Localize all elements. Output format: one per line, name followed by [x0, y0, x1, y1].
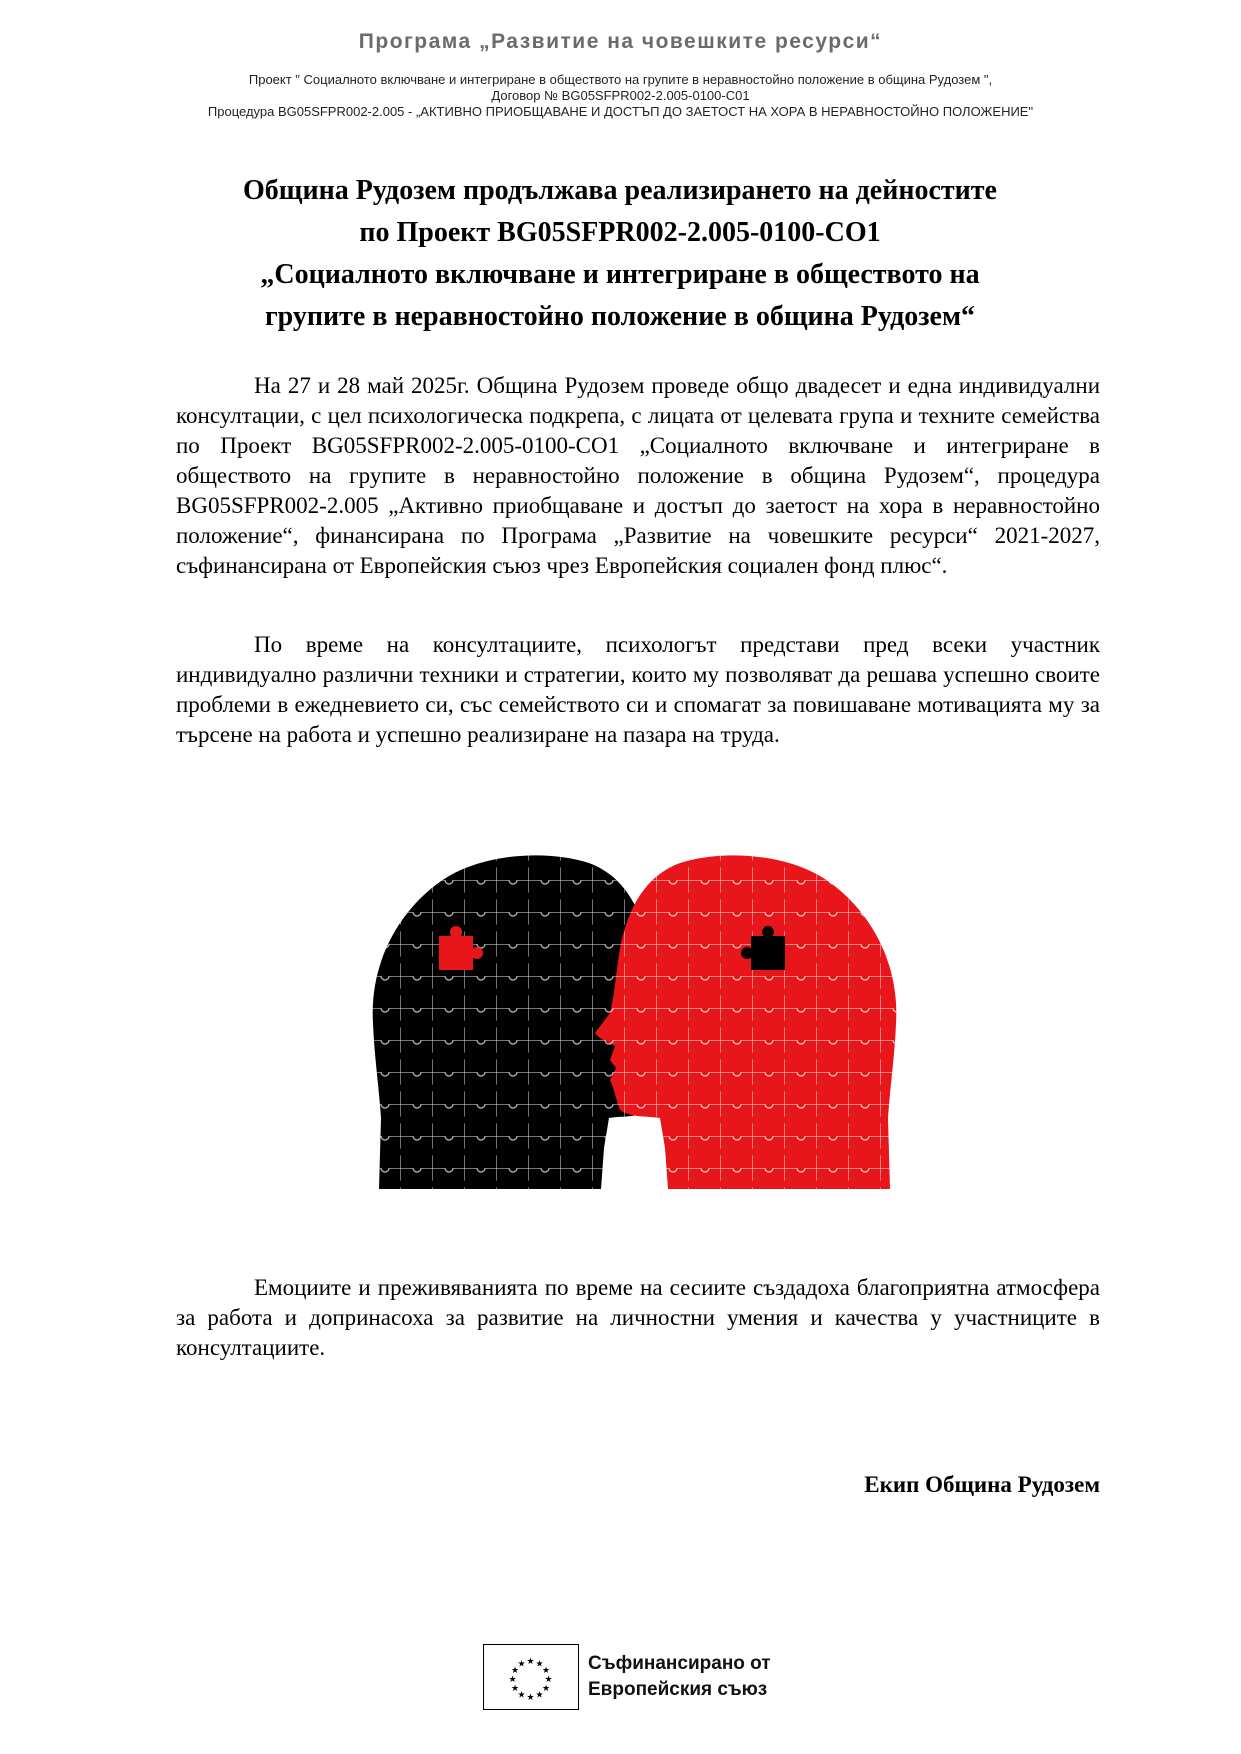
red-head: [595, 855, 896, 1189]
signature: Екип Община Рудозем: [864, 1472, 1100, 1497]
project-line: Проект " Социалното включване и интегриране в обществото на групите в неравностойно положение в община Рудозем ",: [248, 72, 993, 87]
eu-line-1: Съфинансирано от: [588, 1653, 771, 1674]
svg-text:★: ★: [517, 1659, 526, 1670]
svg-text:★: ★: [510, 1666, 520, 1676]
contract-line: Договор № BG05SFPR002-2.005-0100-C01: [491, 88, 750, 103]
eu-cofunded-label: [588, 1651, 771, 1703]
title-line-3: „Социалното включване и интегриране в обществото на: [260, 259, 980, 290]
svg-text:★: ★: [510, 1684, 520, 1694]
eu-line-2: Европейския съюз: [588, 1679, 768, 1700]
svg-text:★: ★: [526, 1693, 535, 1703]
svg-text:★: ★: [526, 1657, 535, 1667]
paragraph-2: По време на консултациите, психологът представи пред всеки участник индивидуално различни техники и стратегии, които му позволяват да решава успешно своите проблеми в ежедневието си, със семейството си и спомагат за повишаване мотивацията му за търсене на работа и успешно реализиране на пазара на труда.: [176, 632, 1100, 747]
black-puzzle-piece: [751, 936, 785, 970]
document-title: [120, 170, 1120, 338]
procedure-line: Процедура BG05SFPR002-2.005 - „АКТИВНО ПРИОБЩАВАНЕ И ДОСТЪП ДО ЗАЕТОСТ НА ХОРА В НЕРАВНОСТОЙНО ПОЛОЖЕНИЕ": [207, 104, 1034, 119]
program-header: Програма „Развитие на човешките ресурси“: [358, 30, 883, 53]
svg-text:★: ★: [541, 1684, 551, 1694]
svg-text:★: ★: [508, 1675, 517, 1685]
red-puzzle-piece: [439, 936, 473, 970]
svg-text:★: ★: [517, 1690, 526, 1701]
svg-text:★: ★: [535, 1659, 544, 1670]
svg-text:★: ★: [544, 1675, 553, 1685]
eu-flag-icon: [483, 1644, 579, 1710]
paragraph-1: На 27 и 28 май 2025г. Община Рудозем проведе общо двадесет и една индивидуални консултации, с цел психологическа подкрепа, с лицата от целевата група и техните семейства по Проект BG05SFPR002-2.005-0100-CO1 „Социалното включване и интегриране в обществото на групите в неравностойно положение в община Рудозем“, процедура BG05SFPR002-2.005 „Активно приобщаване и достъп до заетост на хора в неравностойно положение“, финансирана по Програма „Развитие на човешките ресурси“ 2021-2027, съфинансирана от Европейския съюз чрез Европейския социален фонд плюс“.: [176, 373, 1100, 578]
svg-text:★: ★: [535, 1690, 544, 1701]
title-line-1: Община Рудозем продължава реализирането на дейностите: [243, 175, 997, 206]
svg-text:★: ★: [541, 1666, 551, 1676]
paragraph-3: Емоциите и преживяванията по време на сесиите създадоха благоприятна атмосфера за работа и допринасоха за развитие на личностни умения и качества у участниците в консултациите.: [176, 1275, 1100, 1360]
title-line-4: групите в неравностойно положение в община Рудозем“: [264, 301, 976, 332]
puzzle-heads-illustration: [369, 848, 900, 1191]
title-line-2: по Проект BG05SFPR002-2.005-0100-CO1: [359, 217, 881, 248]
